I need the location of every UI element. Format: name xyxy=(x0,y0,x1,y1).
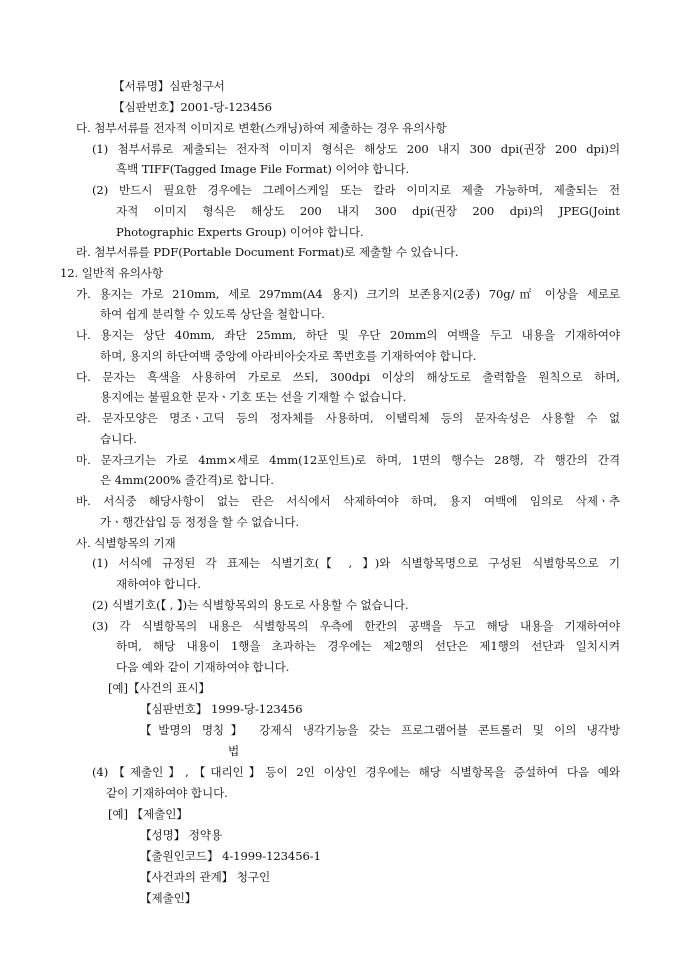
sub-4-line-1: (4)【제출인】,【대리인】등이 2인 이상인 경우에는 해당 식별항목을 증설하여 다음 예와 xyxy=(92,765,620,779)
sub-1-line-2: 재하여야 합니다. xyxy=(116,577,201,591)
item-da-line-2: 용지에는 불필요한 문자ㆍ기호 또는 선을 기재할 수 없습니다. xyxy=(100,390,407,404)
example-2-name: 【성명】 정약용 xyxy=(140,828,223,842)
section-ra-line: 라. 첨부서류를 PDF(Portable Document Format)로 제출할 수 있습니다. xyxy=(76,245,459,259)
item-2-line-1: (2) 반드시 필요한 경우에는 그레이스케일 또는 칼라 이미지로 제출 가능하며, 제출되는 전 xyxy=(92,183,620,197)
section-da-heading: 다. 첨부서류를 전자적 이미지로 변환(스캐닝)하여 제출하는 경우 유의사항 xyxy=(76,121,447,135)
example-1-invention-title: 【발명의 명칭】 강제식 냉각기능을 갖는 프로그램어블 콘트롤러 및 이의 냉각방 xyxy=(140,723,620,737)
example-1-invention-title-cont: 법 xyxy=(228,744,240,758)
item-sa-heading: 사. 식별항목의 기재 xyxy=(76,536,176,550)
section-12-heading: 12. 일반적 유의사항 xyxy=(60,266,164,280)
item-ga-line-2: 하여 쉽게 분리할 수 있도록 상단을 철합니다. xyxy=(100,307,325,321)
item-ma-line-1: 마. 문자크기는 가로 4mm×세로 4mm(12포인트)로 하며, 1면의 행수는 28행, 각 행간의 간격 xyxy=(76,453,620,467)
item-ra-line-2: 습니다. xyxy=(100,432,137,446)
item-1-line-2: 흑백 TIFF(Tagged Image File Format) 이어야 합니다. xyxy=(116,162,410,176)
item-ga-line-1: 가. 용지는 가로 210mm, 세로 297mm(A4 용지) 크기의 보존용지(2종) 70g/㎡ 이상을 세로로 xyxy=(76,287,620,301)
sub-2-line: (2) 식별기호(【 , 】)는 식별항목외의 용도로 사용할 수 없습니다. xyxy=(92,598,409,612)
item-na-line-1: 나. 용지는 상단 40mm, 좌단 25mm, 하단 및 우단 20mm의 여백을 두고 내용을 기재하여야 xyxy=(76,328,620,342)
item-da-line-1: 다. 문자는 흑색을 사용하여 가로로 쓰되, 300dpi 이상의 해상도로 출력함을 원칙으로 하며, xyxy=(76,370,620,384)
example-1-trial-number: 【심판번호】 1999-당-123456 xyxy=(140,702,303,716)
item-2-line-2: 자적 이미지 형식은 해상도 200 내지 300 dpi(권장 200 dpi)의 JPEG(Joint xyxy=(116,204,620,218)
example-2-submitter: 【제출인】 xyxy=(140,891,197,905)
sub-3-line-3: 다음 예와 같이 기재하여야 합니다. xyxy=(116,660,290,674)
example-1-label: [예]【사건의 표시】 xyxy=(108,681,211,695)
item-ma-line-2: 은 4mm(200% 줄간격)로 합니다. xyxy=(100,473,274,487)
example-2-relation: 【사건과의 관계】 청구인 xyxy=(140,870,271,884)
sub-3-line-1: (3) 각 식별항목의 내용은 식별항목의 우측에 한칸의 공백을 두고 해당 내용을 기재하여야 xyxy=(92,619,620,633)
item-ba-line-2: 가ㆍ행간삽입 등 정정을 할 수 없습니다. xyxy=(100,515,300,529)
trial-number-line: 【심판번호】2001-당-123456 xyxy=(113,100,272,114)
example-2-applicant-code: 【출원인코드】 4-1999-123456-1 xyxy=(140,849,321,863)
item-ba-line-1: 바. 서식중 해당사항이 없는 란은 서식에서 삭제하여야 하며, 용지 여백에 임의로 삭제ㆍ추 xyxy=(76,494,620,508)
example-2-label: [예] 【제출인】 xyxy=(108,807,188,821)
item-1-line-1: (1) 첨부서류로 제출되는 전자적 이미지 형식은 해상도 200 내지 300 dpi(권장 200 dpi)의 xyxy=(92,142,620,156)
doc-type-line: 【서류명】심판청구서 xyxy=(113,79,225,93)
sub-4-line-2: 같이 기재하여야 합니다. xyxy=(106,786,228,800)
item-ra-line-1: 라. 문자모양은 명조ㆍ고딕 등의 정자체를 사용하며, 이탤릭체 등의 문자속성은 사용할 수 없 xyxy=(76,411,620,425)
item-2-line-3: Photographic Experts Group) 이어야 합니다. xyxy=(116,225,364,239)
sub-1-line-1: (1) 서식에 규정된 각 표제는 식별기호(【 , 】)와 식별항목명으로 구성된 식별항목으로 기 xyxy=(92,556,620,570)
sub-3-line-2: 하며, 해당 내용이 1행을 초과하는 경우에는 제2행의 선단은 제1행의 선단과 일치시켜 xyxy=(116,639,620,653)
item-na-line-2: 하며, 용지의 하단여백 중앙에 아라비아숫자로 쪽번호를 기재하여야 합니다. xyxy=(100,349,477,363)
